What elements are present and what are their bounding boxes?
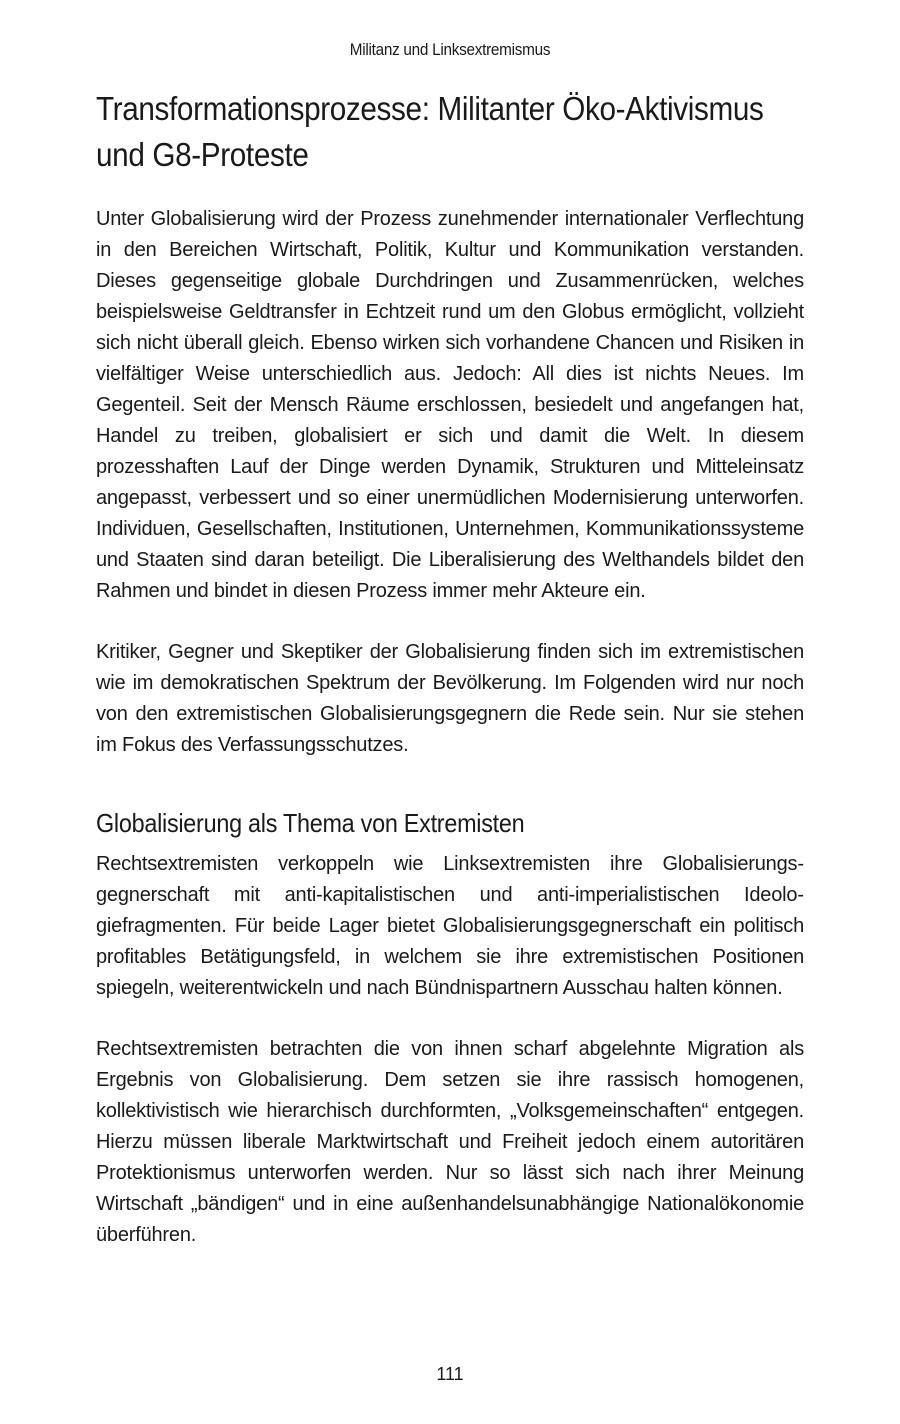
section-paragraph: Rechtsextremisten verkoppeln wie Linksextremisten ihre Globalisierungsgegnerschaft mit anti-kapitalistischen und anti-imperialistischen Ideologiefragmenten. Für beide Lager bietet Globalisierungsgegnerschaft ein politisch profitables Betätigungsfeld, in welchem sie ihre extremistischen Positionen spiegeln, weiterentwickeln und nach Bündnispartnern Ausschau halten können.	[96, 853, 804, 999]
running-header: Militanz und Linksextremismus	[349, 40, 551, 59]
body-paragraph: Kritiker, Gegner und Skeptiker der Globalisierung finden sich im extremistischen wie im demokratischen Spektrum der Bevölkerung. Im Folgenden wird nur noch von den extremistischen Globalisierungsgegnern die Rede sein. Nur sie stehen im Fokus des Verfassungsschutzes.	[96, 641, 804, 756]
section-title: Globalisierung als Thema von Extremisten	[96, 808, 525, 838]
chapter-title: Transformationsprozesse: Militanter Öko-Aktivismus und G8-Proteste	[96, 90, 764, 173]
section-paragraph: Rechtsextremisten betrachten die von ihnen scharf abgelehnte Migration als Ergebnis von Globalisierung. Dem setzen sie ihre rassisch homogenen, kollektivistisch wie hierarchisch durchformten, „Volksgemeinschaften“ entgegen. Hierzu müssen liberale Marktwirtschaft und Freiheit jedoch einem autoritären Protektionismus unterworfen werden. Nur so lässt sich nach ihrer Meinung Wirtschaft „bändigen“ und in eine außenhandelsunabhängige Nationalökonomie überführen.	[96, 1038, 804, 1246]
body-paragraph: Unter Globalisierung wird der Prozess zunehmender internationaler Verflechtung in den Bereichen Wirtschaft, Politik, Kultur und Kommunikation verstanden. Dieses gegenseitige globale Durchdringen und Zusammenrücken, welches beispielsweise Geldtransfer in Echtzeit rund um den Globus ermöglicht, vollzieht sich nicht überall gleich. Ebenso wirken sich vorhandene Chancen und Risiken in vielfältiger Weise unterschiedlich aus. Jedoch: All dies ist nichts Neues. Im Gegenteil. Seit der Mensch Räume erschlossen, besiedelt und angefangen hat, Handel zu treiben, globalisiert er sich und damit die Welt. In diesem prozesshaften Lauf der Dinge werden Dynamik, Strukturen und Mitteleinsatz angepasst, verbessert und so einer unermüdlichen Modernisierung unterworfen. Individuen, Gesellschaften, Institutionen, Unternehmen, Kommunikationssysteme und Staaten sind daran beteiligt. Die Liberalisierung des Welthandels bildet den Rahmen und bindet in diesen Prozess immer mehr Akteure ein.	[96, 208, 804, 602]
page-content	[96, 86, 804, 1251]
page-number: 111	[436, 1364, 464, 1384]
